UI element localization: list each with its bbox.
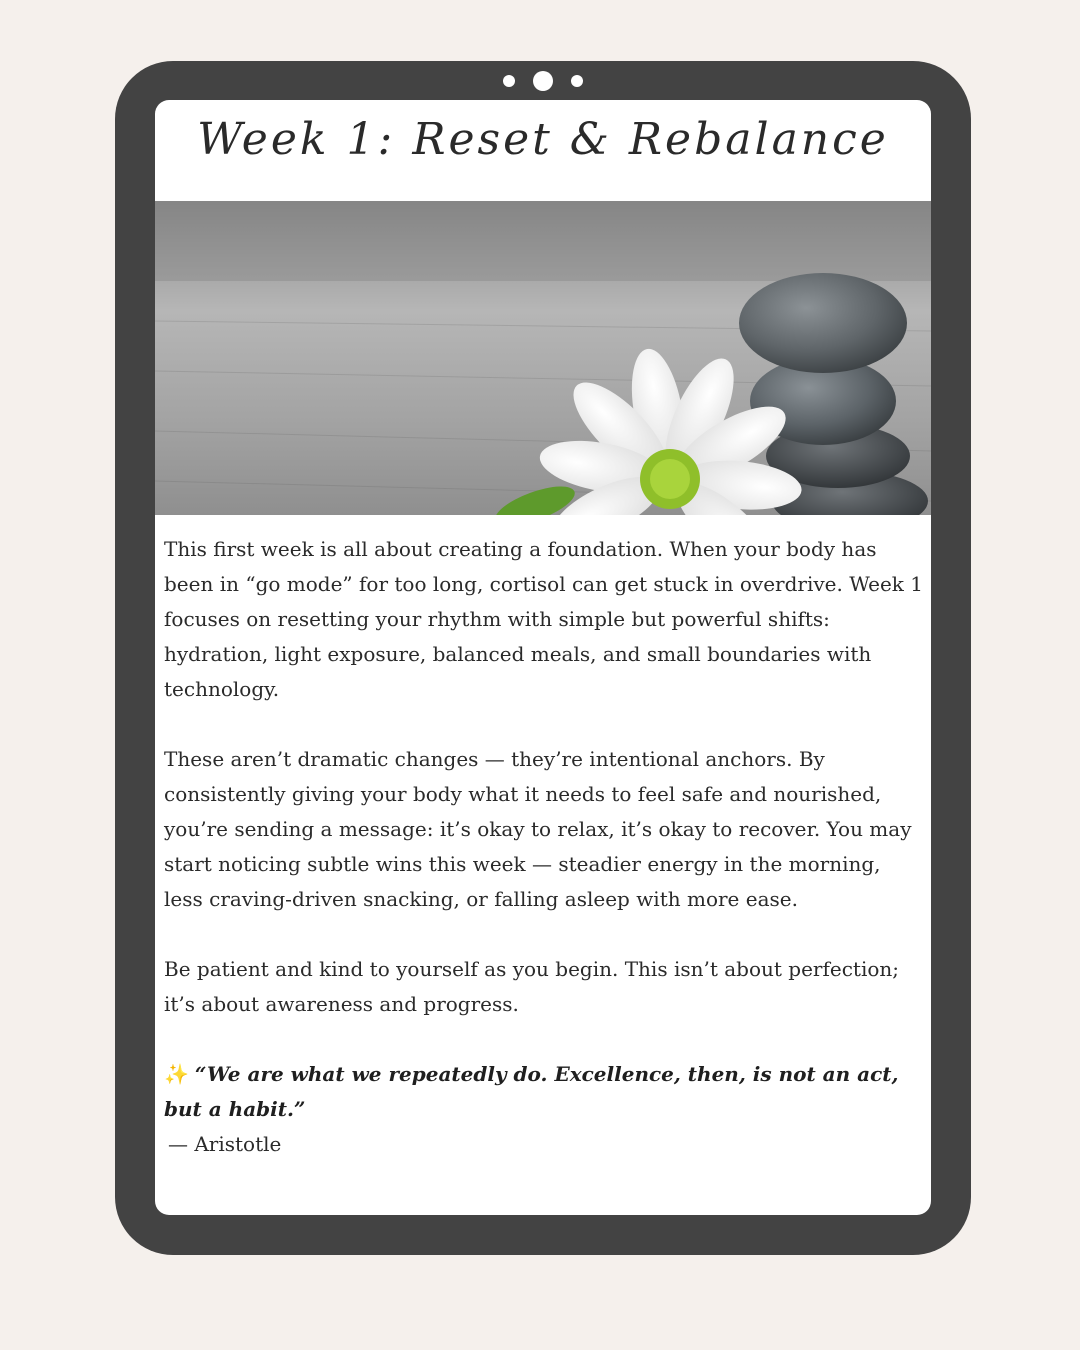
article-content xyxy=(164,532,924,1162)
paragraph-2: These aren’t dramatic changes — they’re intentional anchors. By consistently giving your body what it needs to feel safe and nourished, you’re sending a message: it’s okay to relax, it’s okay to recover. You may start noticing subtle wins this week — steadier energy in the morning, less craving-driven snacking, or falling asleep with more ease. xyxy=(164,747,912,911)
quote-author: — Aristotle xyxy=(168,1132,282,1156)
camera-dots xyxy=(115,69,971,93)
tablet-frame xyxy=(115,61,971,1255)
zen-stones-daisy-image xyxy=(155,201,931,515)
paragraph-1: This first week is all about creating a foundation. When your body has been in “go mode” for too long, cortisol can get stuck in overdrive. Week 1 focuses on resetting your rhythm with simple but powerful shifts: hydration, light exposure, balanced meals, and small boundaries with technology. xyxy=(164,537,924,701)
page-title: Week 1: Reset & Rebalance xyxy=(197,114,889,166)
sparkles-icon: ✨ xyxy=(164,1062,189,1086)
camera-dot-right xyxy=(571,75,583,87)
quote-text: “We are what we repeatedly do. Excellence, then, is not an act, but a habit.” xyxy=(164,1062,899,1121)
paragraph-3: Be patient and kind to yourself as you begin. This isn’t about perfection; it’s about awareness and progress. xyxy=(164,957,900,1016)
camera-dot-left xyxy=(503,75,515,87)
hero-image xyxy=(155,201,931,515)
tablet-screen xyxy=(155,100,931,1215)
quote-block xyxy=(164,1057,924,1162)
camera-dot-center xyxy=(533,71,553,91)
title-bar xyxy=(155,100,931,201)
